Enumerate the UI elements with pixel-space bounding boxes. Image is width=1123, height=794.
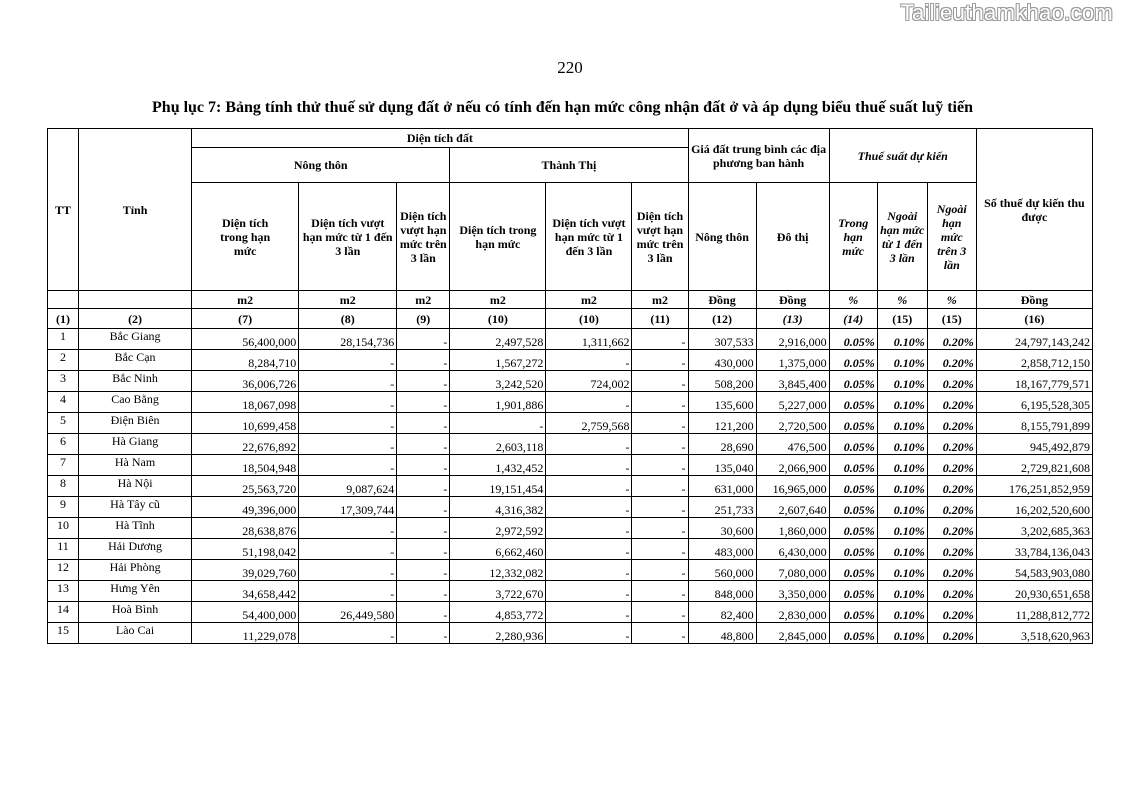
price-urban: 2,916,000 [756,329,829,350]
price-urban: 2,607,640 [756,497,829,518]
unit-label: Đồng [976,291,1092,309]
rate-within-limit: 0.05% [829,560,877,581]
rate-over-3x: 0.20% [927,476,976,497]
rate-within-limit: 0.05% [829,623,877,644]
rate-over-3x: 0.20% [927,602,976,623]
unit-label: % [927,291,976,309]
rural-within-limit: 25,563,720 [192,476,299,497]
column-number: (10) [450,309,546,329]
tax-amount: 2,729,821,608 [976,455,1092,476]
rate-over-1-3x: 0.10% [877,413,927,434]
rate-over-3x: 0.20% [927,371,976,392]
rate-over-3x: 0.20% [927,434,976,455]
tax-amount: 54,583,903,080 [976,560,1092,581]
urban-over-1-3x: - [546,560,632,581]
urban-within-limit: 1,432,452 [450,455,546,476]
price-rural: 508,200 [688,371,756,392]
column-number: (11) [632,309,688,329]
rural-over-1-3x: - [299,350,397,371]
rate-over-1-3x: 0.10% [877,497,927,518]
unit-label: m2 [299,291,397,309]
province-name: Hải Dương [79,539,192,560]
urban-within-limit: 6,662,460 [450,539,546,560]
urban-within-limit: 2,972,592 [450,518,546,539]
urban-within-limit: 1,567,272 [450,350,546,371]
urban-over-3x: - [632,560,688,581]
price-rural: 631,000 [688,476,756,497]
rural-over-1-3x: - [299,560,397,581]
rural-over-1-3x: - [299,392,397,413]
row-index: 15 [48,623,79,644]
rate-over-1-3x: 0.10% [877,371,927,392]
rate-over-3x: 0.20% [927,518,976,539]
table-row [48,518,1093,539]
province-name: Hoà Bình [79,602,192,623]
rate-over-1-3x: 0.10% [877,350,927,371]
price-urban: 3,845,400 [756,371,829,392]
header-nong-thon: Nông thôn [192,148,450,183]
rate-over-3x: 0.20% [927,350,976,371]
rate-over-1-3x: 0.10% [877,476,927,497]
tax-amount: 16,202,520,600 [976,497,1092,518]
row-index: 3 [48,371,79,392]
urban-over-1-3x: - [546,434,632,455]
subheader: Diện tích vượt hạn mức từ 1 đến 3 lần [299,183,397,291]
subheader: Diện tích vượt hạn mức trên 3 lần [632,183,688,291]
urban-over-1-3x: 1,311,662 [546,329,632,350]
rural-over-3x: - [397,329,450,350]
rate-over-3x: 0.20% [927,455,976,476]
rural-over-3x: - [397,623,450,644]
row-index: 5 [48,413,79,434]
price-rural: 560,000 [688,560,756,581]
row-index: 9 [48,497,79,518]
urban-within-limit: 3,242,520 [450,371,546,392]
rural-within-limit: 28,638,876 [192,518,299,539]
urban-over-1-3x: - [546,497,632,518]
province-name: Hưng Yên [79,581,192,602]
rural-within-limit: 11,229,078 [192,623,299,644]
rate-within-limit: 0.05% [829,455,877,476]
urban-within-limit: 2,497,528 [450,329,546,350]
rural-over-1-3x: - [299,455,397,476]
rural-within-limit: 8,284,710 [192,350,299,371]
tax-amount: 33,784,136,043 [976,539,1092,560]
rate-over-1-3x: 0.10% [877,602,927,623]
urban-over-3x: - [632,539,688,560]
tax-amount: 2,858,712,150 [976,350,1092,371]
page-number: 220 [557,58,583,77]
rural-over-1-3x: 9,087,624 [299,476,397,497]
province-name: Lào Cai [79,623,192,644]
rate-within-limit: 0.05% [829,602,877,623]
table-row [48,602,1093,623]
row-index: 4 [48,392,79,413]
row-index: 13 [48,581,79,602]
province-name: Bắc Cạn [79,350,192,371]
price-urban: 476,500 [756,434,829,455]
price-urban: 3,350,000 [756,581,829,602]
table-row [48,413,1093,434]
rural-over-1-3x: - [299,371,397,392]
rural-over-3x: - [397,518,450,539]
urban-over-1-3x: - [546,455,632,476]
unit-label: Đồng [688,291,756,309]
row-index: 12 [48,560,79,581]
rural-within-limit: 18,067,098 [192,392,299,413]
column-number: (2) [79,309,192,329]
rural-within-limit: 36,006,726 [192,371,299,392]
tax-amount: 11,288,812,772 [976,602,1092,623]
province-name: Hà Tĩnh [79,518,192,539]
rural-within-limit: 56,400,000 [192,329,299,350]
rate-over-1-3x: 0.10% [877,581,927,602]
urban-over-1-3x: - [546,476,632,497]
unit-label: Đồng [756,291,829,309]
rural-over-3x: - [397,560,450,581]
table-row [48,434,1093,455]
column-number: (10) [546,309,632,329]
urban-over-3x: - [632,413,688,434]
urban-within-limit: 4,853,772 [450,602,546,623]
price-rural: 82,400 [688,602,756,623]
urban-over-3x: - [632,623,688,644]
rural-over-1-3x: - [299,623,397,644]
table-row [48,455,1093,476]
rate-over-3x: 0.20% [927,413,976,434]
province-name: Hà Nam [79,455,192,476]
rural-within-limit: 54,400,000 [192,602,299,623]
rate-over-1-3x: 0.10% [877,329,927,350]
unit-label: m2 [546,291,632,309]
header-tinh: Tỉnh [79,129,192,291]
row-index: 2 [48,350,79,371]
price-rural: 430,000 [688,350,756,371]
urban-over-3x: - [632,581,688,602]
rate-over-1-3x: 0.10% [877,434,927,455]
rate-over-3x: 0.20% [927,329,976,350]
price-urban: 7,080,000 [756,560,829,581]
urban-within-limit: 2,280,936 [450,623,546,644]
urban-over-1-3x: - [546,581,632,602]
rural-over-1-3x: 26,449,580 [299,602,397,623]
tax-amount: 6,195,528,305 [976,392,1092,413]
price-urban: 16,965,000 [756,476,829,497]
subheader: Ngoài hạn mức từ 1 đến 3 lần [877,183,927,291]
urban-over-3x: - [632,434,688,455]
column-number: (16) [976,309,1092,329]
rural-over-1-3x: - [299,434,397,455]
rate-over-1-3x: 0.10% [877,392,927,413]
rural-within-limit: 34,658,442 [192,581,299,602]
price-rural: 135,600 [688,392,756,413]
province-name: Cao Bằng [79,392,192,413]
table-row [48,539,1093,560]
urban-within-limit: 4,316,382 [450,497,546,518]
urban-within-limit: 19,151,454 [450,476,546,497]
urban-over-1-3x: - [546,518,632,539]
tax-amount: 945,492,879 [976,434,1092,455]
rate-within-limit: 0.05% [829,497,877,518]
rural-over-1-3x: - [299,539,397,560]
table-row [48,560,1093,581]
table-row [48,476,1093,497]
unit-label: m2 [632,291,688,309]
subheader: Diện tích vượt hạn mức từ 1 đến 3 lần [546,183,632,291]
watermark: Tailieuthamkhao.com [900,0,1113,25]
header-so-thue: Số thuế dự kiến thu được [976,129,1092,291]
subheader: Nông thôn [688,183,756,291]
rural-within-limit: 51,198,042 [192,539,299,560]
urban-over-1-3x: - [546,602,632,623]
table-row [48,371,1093,392]
urban-over-3x: - [632,518,688,539]
price-urban: 2,720,500 [756,413,829,434]
rate-over-1-3x: 0.10% [877,560,927,581]
header-dien-tich-dat: Diện tích đất [192,129,688,148]
rate-within-limit: 0.05% [829,413,877,434]
price-urban: 2,845,000 [756,623,829,644]
urban-over-1-3x: - [546,623,632,644]
tax-amount: 24,797,143,242 [976,329,1092,350]
subheader: Đô thị [756,183,829,291]
urban-over-1-3x: 2,759,568 [546,413,632,434]
price-urban: 1,860,000 [756,518,829,539]
price-rural: 30,600 [688,518,756,539]
tax-amount: 176,251,852,959 [976,476,1092,497]
column-number: (15) [927,309,976,329]
tax-amount: 20,930,651,658 [976,581,1092,602]
row-index: 14 [48,602,79,623]
price-urban: 1,375,000 [756,350,829,371]
header-tt: TT [48,129,79,291]
urban-over-3x: - [632,602,688,623]
urban-over-3x: - [632,476,688,497]
tax-amount: 8,155,791,899 [976,413,1092,434]
subheader: Diện tích trong hạn mức [450,183,546,291]
rural-over-3x: - [397,371,450,392]
rate-over-3x: 0.20% [927,623,976,644]
rural-over-1-3x: 28,154,736 [299,329,397,350]
rural-within-limit: 18,504,948 [192,455,299,476]
province-name: Hải Phòng [79,560,192,581]
column-number: (14) [829,309,877,329]
column-number: (9) [397,309,450,329]
price-rural: 28,690 [688,434,756,455]
rate-over-3x: 0.20% [927,560,976,581]
table-row [48,392,1093,413]
column-number: (7) [192,309,299,329]
table-row [48,497,1093,518]
tax-amount: 3,202,685,363 [976,518,1092,539]
table-row [48,350,1093,371]
rate-within-limit: 0.05% [829,518,877,539]
column-number-row [48,309,1093,329]
row-index: 7 [48,455,79,476]
urban-within-limit: 2,603,118 [450,434,546,455]
row-index: 10 [48,518,79,539]
price-rural: 135,040 [688,455,756,476]
urban-over-3x: - [632,371,688,392]
rate-over-1-3x: 0.10% [877,539,927,560]
rate-within-limit: 0.05% [829,581,877,602]
column-number: (8) [299,309,397,329]
urban-over-1-3x: - [546,392,632,413]
subheader: Diện tích trong hạn mức [192,183,299,291]
column-number: (12) [688,309,756,329]
rate-within-limit: 0.05% [829,476,877,497]
unit-label: m2 [450,291,546,309]
province-name: Điện Biên [79,413,192,434]
urban-within-limit: 3,722,670 [450,581,546,602]
urban-over-3x: - [632,497,688,518]
price-urban: 5,227,000 [756,392,829,413]
tax-amount: 18,167,779,571 [976,371,1092,392]
rural-over-3x: - [397,497,450,518]
price-urban: 6,430,000 [756,539,829,560]
rural-over-3x: - [397,539,450,560]
province-name: Hà Tây cũ [79,497,192,518]
rural-over-1-3x: 17,309,744 [299,497,397,518]
rural-over-3x: - [397,350,450,371]
province-name: Hà Giang [79,434,192,455]
price-rural: 251,733 [688,497,756,518]
table-row [48,581,1093,602]
urban-within-limit: 12,332,082 [450,560,546,581]
rural-over-3x: - [397,392,450,413]
rate-over-3x: 0.20% [927,539,976,560]
urban-over-1-3x: 724,002 [546,371,632,392]
rural-over-1-3x: - [299,518,397,539]
table-row [48,623,1093,644]
rate-over-3x: 0.20% [927,581,976,602]
price-rural: 48,800 [688,623,756,644]
rate-within-limit: 0.05% [829,434,877,455]
rural-over-3x: - [397,476,450,497]
province-name: Bắc Giang [79,329,192,350]
price-rural: 121,200 [688,413,756,434]
table-row [48,329,1093,350]
subheader: Diện tích vượt hạn mức trên 3 lần [397,183,450,291]
header-thue-suat: Thuế suất dự kiến [829,129,976,183]
urban-over-1-3x: - [546,539,632,560]
urban-over-3x: - [632,455,688,476]
province-name: Bắc Ninh [79,371,192,392]
price-urban: 2,066,900 [756,455,829,476]
column-number: (15) [877,309,927,329]
rural-within-limit: 22,676,892 [192,434,299,455]
rural-within-limit: 39,029,760 [192,560,299,581]
price-rural: 848,000 [688,581,756,602]
urban-over-3x: - [632,392,688,413]
column-number: (1) [48,309,79,329]
urban-within-limit: 1,901,886 [450,392,546,413]
page-title: Phụ lục 7: Bảng tính thử thuế sử dụng đất ở nếu có tính đến hạn mức công nhận đất ở và áp dụng biểu thuế suất luỹ tiến [152,99,973,116]
header-thanh-thi: Thành Thị [450,148,688,183]
province-name: Hà Nội [79,476,192,497]
rural-over-1-3x: - [299,413,397,434]
tax-amount: 3,518,620,963 [976,623,1092,644]
row-index: 1 [48,329,79,350]
unit-label: m2 [397,291,450,309]
rate-within-limit: 0.05% [829,539,877,560]
rural-over-3x: - [397,455,450,476]
subheader: Ngoài hạn mức trên 3 lần [927,183,976,291]
rate-within-limit: 0.05% [829,371,877,392]
price-rural: 307,533 [688,329,756,350]
rate-over-1-3x: 0.10% [877,455,927,476]
urban-within-limit: - [450,413,546,434]
price-urban: 2,830,000 [756,602,829,623]
header-gia-dat: Giá đất trung bình các địa phương ban hành [688,129,829,183]
rate-within-limit: 0.05% [829,392,877,413]
rural-within-limit: 49,396,000 [192,497,299,518]
tax-table [47,128,1093,644]
rate-within-limit: 0.05% [829,350,877,371]
row-index: 8 [48,476,79,497]
column-number: (13) [756,309,829,329]
subheader: Trong hạn mức [829,183,877,291]
row-index: 11 [48,539,79,560]
unit-label: m2 [192,291,299,309]
unit-label: % [829,291,877,309]
urban-over-1-3x: - [546,350,632,371]
urban-over-3x: - [632,329,688,350]
price-rural: 483,000 [688,539,756,560]
rural-within-limit: 10,699,458 [192,413,299,434]
rate-over-1-3x: 0.10% [877,623,927,644]
urban-over-3x: - [632,350,688,371]
rural-over-3x: - [397,434,450,455]
rural-over-3x: - [397,413,450,434]
table-body [48,309,1093,644]
rate-within-limit: 0.05% [829,329,877,350]
rate-over-3x: 0.20% [927,392,976,413]
rural-over-3x: - [397,602,450,623]
rate-over-3x: 0.20% [927,497,976,518]
unit-label: % [877,291,927,309]
rate-over-1-3x: 0.10% [877,518,927,539]
rural-over-3x: - [397,581,450,602]
row-index: 6 [48,434,79,455]
rural-over-1-3x: - [299,581,397,602]
